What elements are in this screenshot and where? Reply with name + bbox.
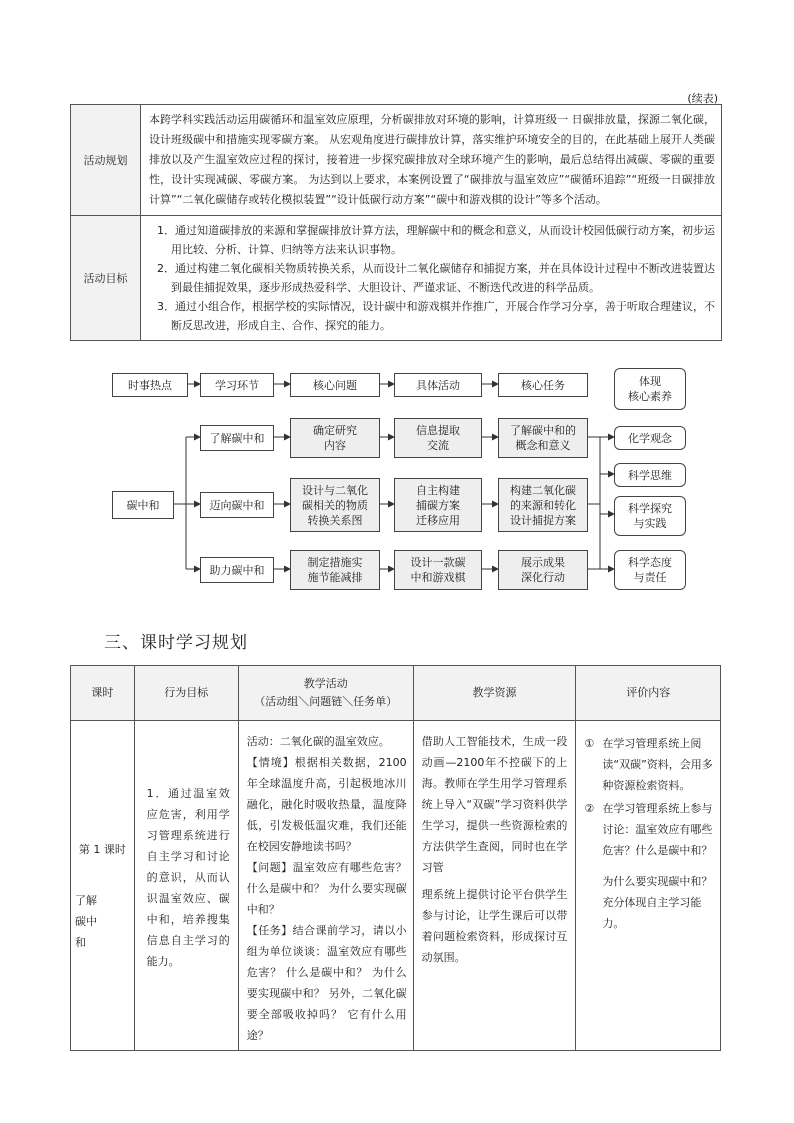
list-item: 2．通过构建二氧化碳相关物质转换关系，从而设计二氧化碳储存和捕捉方案，并在具体设计过程中不断改进装置达到最佳捕捉效果，逐步形成热爱科学、大胆设计、严谨求证、不断迭代改进的科学品质。: [157, 262, 715, 294]
activity-plan-text: 本跨学科实践活动运用碳循环和温室效应原理，分析碳排放对环境的影响，计算班级一 日碳排放量，探源二氧化碳，设计班级碳中和措施实现零碳方案。 从宏观角度进行碳排放计算，落实维护环境安全的目的，在此基础上展开人类碳排放以及产生温室效应过程的探讨，接着进一步探究碳排放对全球环境产生的影响，最后总结得出减碳、零碳的重要性，设计实现减碳、零碳方案。 为达到以上要求，本案例设置了“碳排放与温室效应”“碳循环追踪”“班级一日碳排放计算”“二氧化碳储存或转化模拟装置”“设计低碳行动方案”“碳中和游戏棋的设计”等多个活动。: [141, 105, 722, 216]
item-number: ②: [584, 802, 595, 815]
activity-task: 【任务】结合课前学习，请以小组为单位谈谈：温室效应有哪些危害？ 什么是碳中和？ 为什么要实现碳中和？ 另外，二氧化碳要全部吸收掉吗？ 它有什么用途？: [246, 924, 407, 1042]
continued-label: (续表): [687, 92, 718, 105]
section-title: 三、课时学习规划: [104, 633, 248, 653]
stage-understand: 了解碳中和: [200, 425, 274, 451]
task-3: 展示成果 深化行动: [498, 550, 588, 590]
list-item: [582, 871, 714, 934]
literacy-2: 科学思维: [614, 463, 686, 487]
header-core-literacy: 体现 核心素养: [614, 368, 686, 410]
period-topic: 了解碳中和: [75, 894, 97, 949]
goal-cell: [134, 721, 238, 1051]
list-item: [582, 798, 714, 861]
question-1: 确定研究 内容: [290, 418, 380, 458]
item-text: 在学习管理系统上阅读“双碳”资料，会用多种资源检索资料。: [602, 737, 713, 792]
header-period: 课时: [71, 666, 135, 721]
root-carbon-neutrality: 碳中和: [112, 491, 174, 519]
item-text: 在学习管理系统上参与讨论：温室效应有哪些危害？什么是碳中和？: [602, 802, 713, 857]
header-core-question: 核心问题: [290, 373, 380, 397]
question-2: 设计与二氧化 碳相关的物质 转换关系图: [290, 478, 380, 532]
list-item: 3．通过小组合作，根据学校的实际情况，设计碳中和游戏棋并作推广，开展合作学习分享，善于听取合理建议，不断反思改进，形成自主、合作、探究的能力。: [157, 300, 715, 332]
row-label: 活动目标: [71, 216, 141, 341]
question-3: 制定措施实 施节能减排: [290, 550, 380, 590]
lesson-plan-table: [70, 665, 721, 1051]
activity-question: 【问题】温室效应有哪些危害？ 什么是碳中和？ 为什么要实现碳中和？: [246, 861, 407, 916]
item-number: ①: [584, 737, 595, 750]
period-cell: [71, 721, 135, 1051]
activity-title: 活动：二氧化碳的温室效应。: [246, 735, 390, 748]
header-core-task: 核心任务: [498, 373, 588, 397]
stage-assist: 助力碳中和: [200, 557, 274, 583]
activity-2: 自主构建 捕碳方案 迁移应用: [394, 478, 482, 532]
resource-text-2: 理系统上提供讨论平台供学生参与讨论，让学生课后可以带着问题检索资料，形成探讨互动氛围。: [421, 888, 568, 964]
goal-text: 1．通过温室效应危害，利用学习管理系统进行自主学习和讨论的意识，从而认识温室效应、碳中和，培养搜集信息自主学习的能力。: [146, 787, 230, 968]
literacy-1: 化学观念: [614, 426, 686, 450]
resource-cell: [413, 721, 576, 1051]
row-label: 活动规划: [71, 105, 141, 216]
activity-1: 信息提取 交流: [394, 418, 482, 458]
header-activity: 具体活动: [394, 373, 482, 397]
list-item: [582, 733, 714, 796]
activity-3: 设计一款碳 中和游戏棋: [394, 550, 482, 590]
header-resource: 教学资源: [413, 666, 576, 721]
period-label: 第 1 课时: [78, 843, 126, 856]
list-item: 1．通过知道碳排放的来源和掌握碳排放计算方法，理解碳中和的概念和意义，从而设计校园低碳行动方案，初步运用比较、分析、计算、归纳等方法来认识事物。: [157, 224, 715, 256]
header-goal: 行为目标: [134, 666, 238, 721]
header-activity: 教学活动 （活动组＼问题链＼任务单）: [238, 666, 413, 721]
header-current-events: 时事热点: [112, 373, 188, 397]
literacy-3: 科学探究 与实践: [614, 496, 686, 536]
stage-approach: 迈向碳中和: [200, 492, 274, 518]
activity-cell: [238, 721, 413, 1051]
header-evaluation: 评价内容: [576, 666, 721, 721]
task-1: 了解碳中和的 概念和意义: [498, 418, 588, 458]
evaluation-cell: [576, 721, 721, 1051]
literacy-4: 科学态度 与责任: [614, 550, 686, 590]
table-header-row: [71, 666, 721, 721]
task-2: 构建二氧化碳 的来源和转化 设计捕捉方案: [498, 478, 588, 532]
header-learning-stage: 学习环节: [200, 373, 274, 397]
activity-context: 【情境】根据相关数据，2100年全球温度升高，引起极地冰川融化，融化时吸收热量，温度降低，引发极低温灾难，我们还能在校园安静地读书吗？: [246, 756, 407, 853]
table-row: [71, 721, 721, 1051]
item-text: 为什么要实现碳中和？充分体现自主学习能力。: [602, 875, 713, 930]
resource-text-1: 借助人工智能技术，生成一段动画—2100年不控碳下的上海。教师在学生用学习管理系统上导入“双碳”学习资料供学生学习，提供一些资源检索的方法供学生查阅，同时也在学习管: [421, 735, 568, 874]
evaluation-list: [582, 733, 714, 934]
